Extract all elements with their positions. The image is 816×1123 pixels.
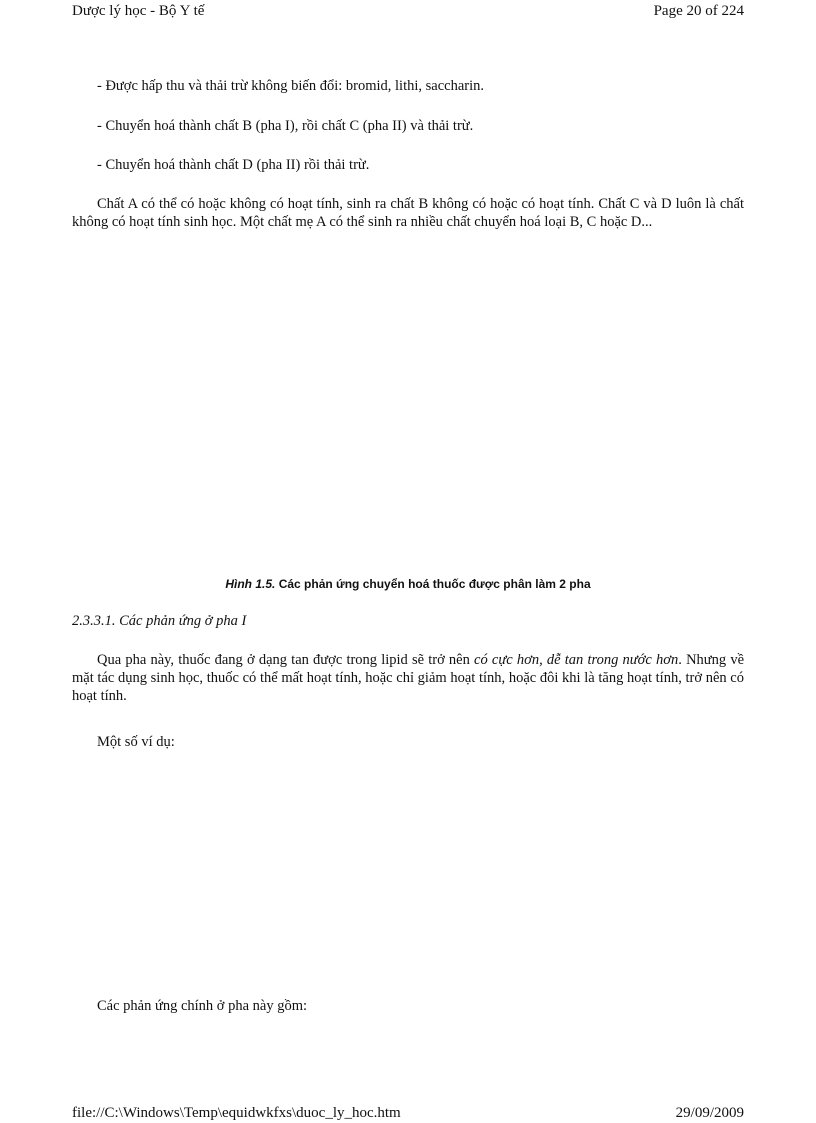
footer-date: 29/09/2009 bbox=[675, 1105, 744, 1121]
figure-caption-text: Các phản ứng chuyển hoá thuốc được phân làm 2 pha bbox=[275, 577, 591, 591]
paragraph-phase-one-start: Qua pha này, thuốc đang ở dạng tan được trong lipid sẽ trở nên bbox=[97, 652, 475, 668]
bullet-phase-one-then-two: - Chuyển hoá thành chất B (pha I), rồi chất C (pha II) và thải trừ. bbox=[97, 118, 474, 134]
bullet-unchanged-excretion: - Được hấp thu và thải trừ không biến đổi: bromid, lithi, saccharin. bbox=[97, 78, 485, 94]
figure-placeholder bbox=[72, 262, 744, 567]
paragraph-phase-one-end: . Nhưng về mặt tác dụng sinh học, thuốc có thể mất hoạt tính, hoặc chỉ giảm hoạt tính, hoặc đôi khi là tăng hoạt tính, trở nên có hoạt tính. bbox=[72, 652, 745, 704]
footer-file-path: file://C:\Windows\Temp\equidwkfxs\duoc_ly_hoc.htm bbox=[72, 1105, 401, 1121]
figure-caption-label: Hình 1.5. bbox=[225, 577, 276, 591]
examples-label: Một số ví dụ: bbox=[97, 734, 175, 750]
main-reactions-label: Các phản ứng chính ở pha này gồm: bbox=[97, 998, 308, 1014]
paragraph-phase-one bbox=[72, 651, 744, 705]
figure-caption bbox=[0, 576, 816, 592]
page-number: Page 20 of 224 bbox=[653, 3, 744, 19]
paragraph-phase-one-emphasis: có cực hơn, dễ tan trong nước hơn bbox=[474, 652, 679, 668]
header-title: Dược lý học - Bộ Y tế bbox=[72, 3, 205, 19]
paragraph-active-substances: Chất A có thể có hoặc không có hoạt tính, sinh ra chất B không có hoặc có hoạt tính. Chất C và D luôn là chất không có hoạt tính sinh học. Một chất mẹ A có thể sinh ra nhiều chất chuyển hoá loại B, C hoặc D... bbox=[72, 196, 744, 230]
bullet-phase-two: - Chuyển hoá thành chất D (pha II) rồi thải trừ. bbox=[97, 157, 370, 173]
section-heading: 2.3.3.1. Các phản ứng ở pha I bbox=[72, 613, 247, 629]
examples-figure-placeholder bbox=[72, 760, 744, 990]
